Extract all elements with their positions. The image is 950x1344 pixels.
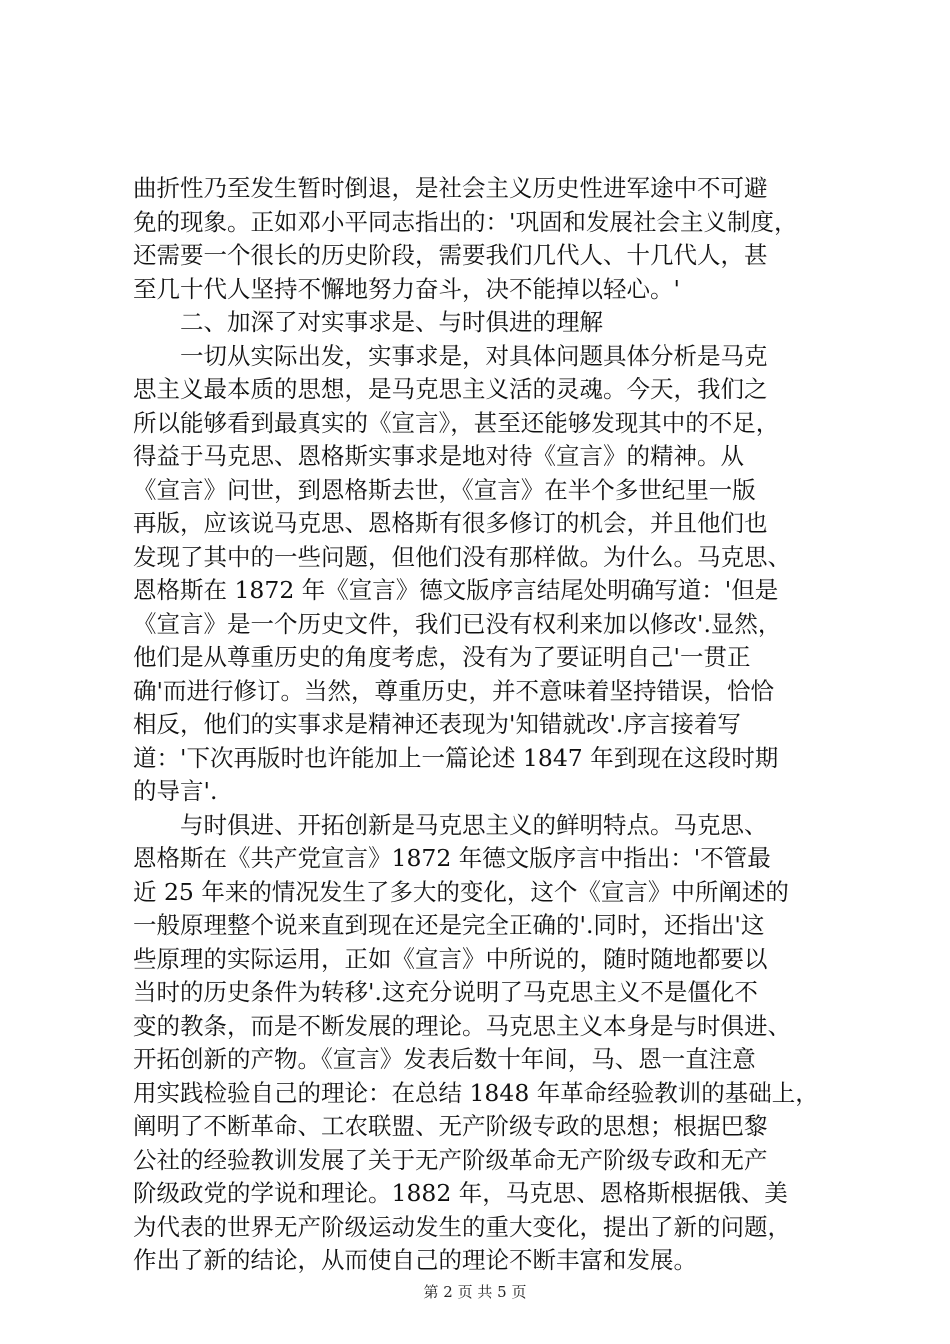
text-line: 公社的经验教训发展了关于无产阶级革命无产阶级专政和无产 [133, 1145, 768, 1174]
text-line: 变的教条，而是不断发展的理论。马克思主义本身是与时俱进、 [133, 1011, 791, 1040]
text-line: 确'而进行修订。当然，尊重历史，并不意味着坚持错误，恰恰 [133, 676, 774, 705]
text-line: 一切从实际出发，实事求是，对具体问题具体分析是马克 [133, 341, 768, 370]
body-text [133, 172, 823, 1278]
text-line: 得益于马克思、恩格斯实事求是地对待《宣言》的精神。从 [133, 442, 744, 470]
text-line: 恩格斯在 1872 年《宣言》德文版序言结尾处明确写道：'但是 [133, 576, 779, 604]
text-line: 还需要一个很长的历史阶段，需要我们几代人、十几代人，甚 [133, 241, 768, 269]
text-line: 思主义最本质的思想，是马克思主义活的灵魂。今天，我们之 [133, 375, 768, 403]
text-line: 再版，应该说马克思、恩格斯有很多修订的机会，并且他们也 [133, 509, 768, 537]
text-line: 所以能够看到最真实的《宣言》，甚至还能够发现其中的不足， [133, 408, 780, 437]
text-line: 为代表的世界无产阶级运动发生的重大变化，提出了新的问题， [133, 1212, 791, 1241]
text-line: 阶级政党的学说和理论。1882 年，马克思、恩格斯根据俄、美 [133, 1179, 788, 1207]
text-line: 《宣言》问世，到恩格斯去世，《宣言》在半个多世纪里一版 [133, 475, 756, 504]
text-line: 曲折性乃至发生暂时倒退，是社会主义历史性进军途中不可避 [133, 174, 768, 202]
text-line: 他们是从尊重历史的角度考虑，没有为了要证明自己'一贯正 [133, 643, 751, 671]
text-line: 用实践检验自己的理论：在总结 1848 年革命经验教训的基础上， [133, 1078, 819, 1107]
text-line: 近 25 年来的情况发生了多大的变化，这个《宣言》中所阐述的 [133, 877, 789, 906]
text-line: 作出了新的结论，从而使自己的理论不断丰富和发展。 [133, 1246, 697, 1274]
text-line: 的导言'. [133, 777, 218, 805]
text-line: 一般原理整个说来直到现在还是完全正确的'.同时，还指出'这 [133, 911, 765, 939]
section-heading: 二、加深了对实事求是、与时俱进的理解 [133, 308, 603, 336]
text-line: 至几十代人坚持不懈地努力奋斗，决不能掉以轻心。' [133, 274, 680, 303]
text-line: 些原理的实际运用，正如《宣言》中所说的，随时随地都要以 [133, 944, 768, 973]
text-line: 发现了其中的一些问题，但他们没有那样做。为什么。马克思、 [133, 542, 791, 571]
text-line: 开拓创新的产物。《宣言》发表后数十年间，马、恩一直注意 [133, 1045, 756, 1073]
text-line: 恩格斯在《共产党宣言》1872 年德文版序言中指出：'不管最 [133, 844, 771, 872]
text-line: 道：'下次再版时也许能加上一篇论述 1847 年到现在这段时期 [133, 743, 779, 772]
page-footer: 第 2 页 共 5 页 [423, 1283, 527, 1301]
text-line: 与时俱进、开拓创新是马克思主义的鲜明特点。马克思、 [133, 810, 768, 839]
text-line: 相反，他们的实事求是精神还表现为'知错就改'.序言接着写 [133, 710, 741, 738]
text-line: 阐明了不断革命、工农联盟、无产阶级专政的思想；根据巴黎 [133, 1112, 768, 1140]
text-line: 《宣言》是一个历史文件，我们已没有权利来加以修改'.显然， [133, 609, 782, 638]
text-line: 免的现象。正如邓小平同志指出的：'巩固和发展社会主义制度， [133, 207, 798, 236]
text-line: 当时的历史条件为转移'.这充分说明了马克思主义不是僵化不 [133, 978, 758, 1006]
